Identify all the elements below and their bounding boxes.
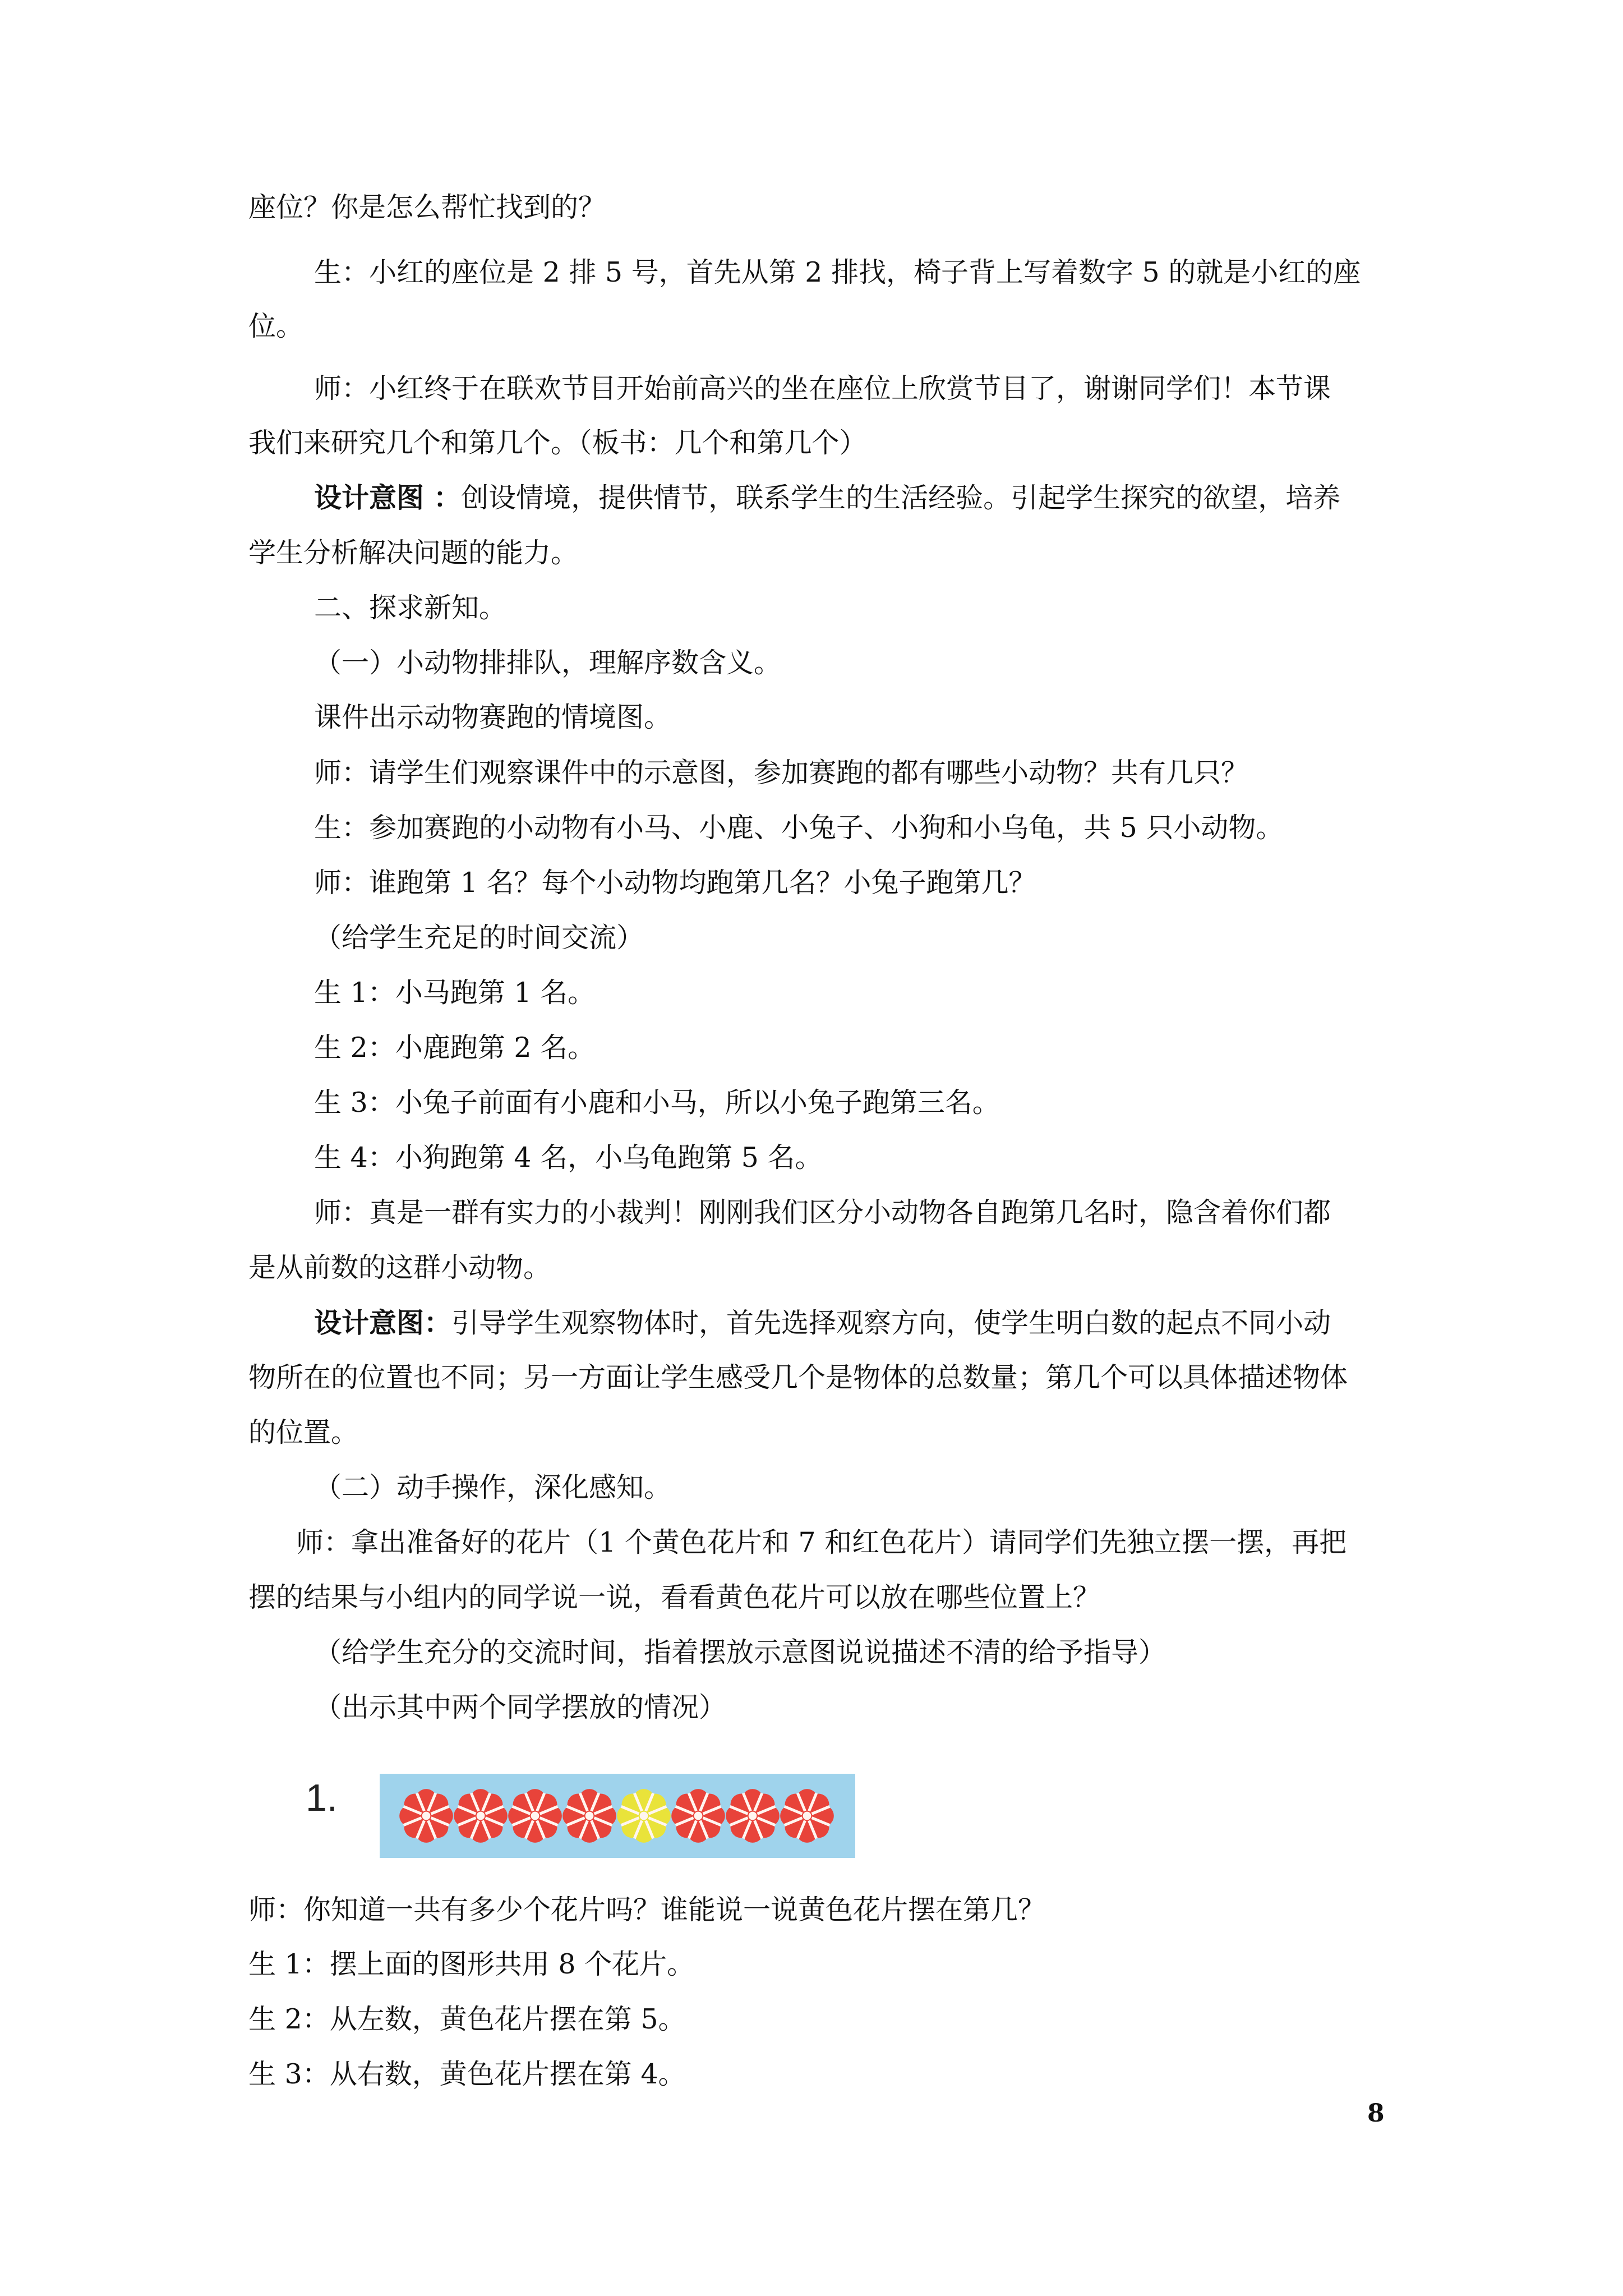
text-line: 生 4：小狗跑第 4 名，小乌龟跑第 5 名。 (314, 1142, 823, 1174)
text-line: （给学生充足的时间交流） (314, 922, 644, 954)
text-line: 物所在的位置也不同；另一方面让学生感受几个是物体的总数量；第几个可以具体描述物体 (248, 1361, 1348, 1393)
text-line: （出示其中两个同学摆放的情况） (314, 1691, 727, 1723)
text-line: 生 2：从左数，黄色花片摆在第 5。 (248, 2003, 686, 2035)
design-intent-line (314, 1306, 1331, 1340)
text-line: 生：参加赛跑的小动物有小马、小鹿、小兔子、小狗和小乌龟，共 5 只小动物。 (314, 812, 1284, 844)
text-line: 师：小红终于在联欢节目开始前高兴的坐在座位上欣赏节目了，谢谢同学们！本节课 (314, 372, 1331, 404)
red-flower-chip (562, 1789, 616, 1843)
design-intent-text: 引导学生观察物体时，首先选择观察方向，使学生明白数的起点不同小动 (451, 1307, 1331, 1339)
design-intent-text: 创设情境，提供情节，联系学生的生活经验。引起学生探究的欲望，培养 (461, 482, 1341, 514)
design-intent-label: 设计意图： (314, 1306, 452, 1339)
text-line: 生 2：小鹿跑第 2 名。 (314, 1032, 596, 1064)
text-line: （给学生充分的交流时间，指着摆放示意图说说描述不清的给予指导） (314, 1636, 1166, 1668)
red-flower-chip (780, 1789, 834, 1843)
text-line: 师：你知道一共有多少个花片吗？谁能说一说黄色花片摆在第几？ (248, 1894, 1046, 1926)
subsection-heading: （一）小动物排排队，理解序数含义。 (314, 647, 782, 679)
section-heading: 二、探求新知。 (314, 592, 507, 624)
red-flower-chip (399, 1789, 453, 1843)
text-line: 生 3：从右数，黄色花片摆在第 4。 (248, 2058, 686, 2090)
text-line: 师：谁跑第 1 名？每个小动物均跑第几名？小兔子跑第几？ (314, 867, 1036, 899)
red-flower-chip (671, 1789, 725, 1843)
text-line: 我们来研究几个和第几个。（板书：几个和第几个） (248, 427, 867, 459)
flower-arrangement-figure (306, 1761, 855, 1860)
red-flower-chip (726, 1789, 780, 1843)
text-line: 位。 (248, 310, 304, 342)
figure-number: 1. (306, 1777, 338, 1819)
design-intent-line (314, 481, 1340, 515)
text-line: 师：请学生们观察课件中的示意图，参加赛跑的都有哪些小动物？共有几只？ (314, 757, 1249, 789)
text-line: 生 3：小兔子前面有小鹿和小马，所以小兔子跑第三名。 (314, 1087, 1000, 1119)
text-line: 学生分析解决问题的能力。 (248, 537, 579, 569)
text-line: 师：拿出准备好的花片（1 个黄色花片和 7 和红色花片）请同学们先独立摆一摆，再把 (296, 1526, 1347, 1558)
page-number: 8 (1367, 2099, 1385, 2128)
text-line: 生：小红的座位是 2 排 5 号，首先从第 2 排找，椅子背上写着数字 5 的就是小红的座 (314, 256, 1361, 288)
yellow-flower-chip (617, 1789, 671, 1843)
red-flower-chip (508, 1789, 562, 1843)
text-line: 生 1：小马跑第 1 名。 (314, 977, 596, 1009)
text-line: 的位置。 (248, 1416, 359, 1448)
red-flower-chip (454, 1789, 508, 1843)
design-intent-label: 设计意图 ： (314, 481, 462, 514)
text-line: 是从前数的这群小动物。 (248, 1251, 551, 1283)
text-line: 摆的结果与小组内的同学说一说，看看黄色花片可以放在哪些位置上？ (248, 1581, 1101, 1613)
text-line: 座位？你是怎么帮忙找到的？ (248, 191, 606, 223)
text-line: 师：真是一群有实力的小裁判！刚刚我们区分小动物各自跑第几名时，隐含着你们都 (314, 1197, 1331, 1228)
flower-row (398, 1784, 847, 1848)
text-line: 课件出示动物赛跑的情境图。 (314, 701, 672, 733)
subsection-heading: （二）动手操作，深化感知。 (314, 1471, 672, 1503)
text-line: 生 1：摆上面的图形共用 8 个花片。 (248, 1948, 695, 1980)
